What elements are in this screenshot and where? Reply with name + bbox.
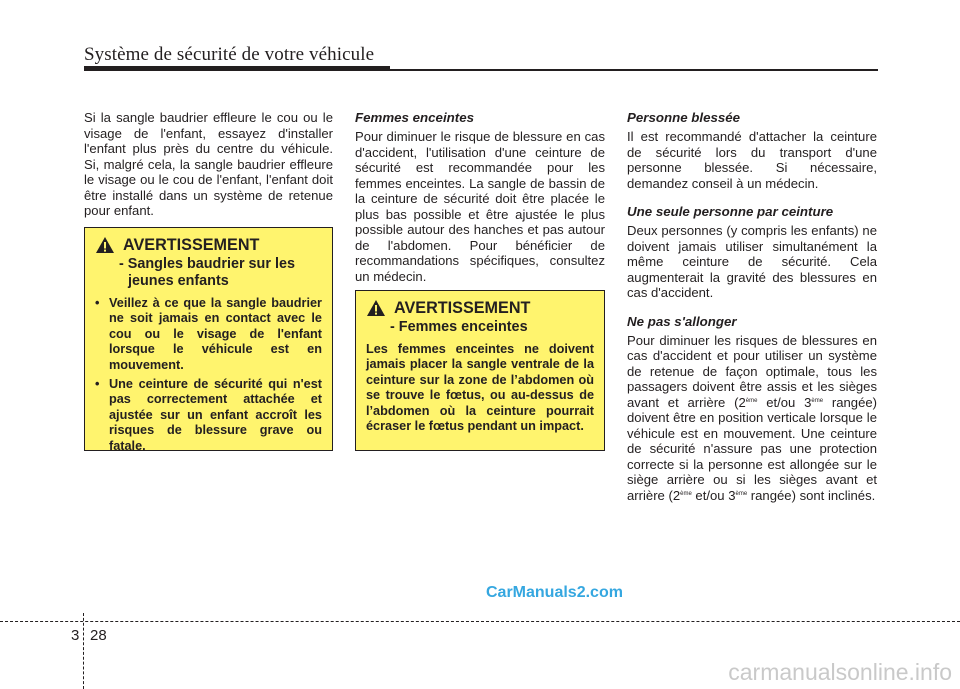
page-number: 28 xyxy=(90,627,107,644)
col3-paragraph-no-reclining: Pour diminuer les risques de blessures en cas d'accident et pour utiliser un système de retenue de façon optimale, tous les passagers doivent être assis et les sièges avant et arrière (2ème et/ou 3ème rangée) doivent être en position verticale lorsque le véhicule est en mouvement. Une ceinture de sécurité n'assure pas une protection correcte si la personne est allongée sur le siège arrière ou si les sièges avant et arrière (2ème et/ou 3ème rangée) sont inclinés. xyxy=(627,332,877,503)
section-heading-one-per-belt: Une seule personne par ceinture xyxy=(627,204,834,219)
warning-text: Les femmes enceintes ne doivent jamais placer la sangle ventrale de la ceinture sur la zone de l’abdomen où se trouve le fœtus, ou au-dessus de l’abdomen où la ceinture pourrait écraser le fœtus pendant un impact. xyxy=(366,342,594,434)
column-1 xyxy=(84,110,333,219)
column-3 xyxy=(627,110,877,503)
header-rule-thick xyxy=(84,66,390,71)
page-title: Système de sécurité de votre véhicule xyxy=(84,44,375,65)
section-heading-pregnant: Femmes enceintes xyxy=(355,110,474,125)
warning-title: AVERTISSEMENT xyxy=(394,299,531,317)
section-heading-injured: Personne blessée xyxy=(627,110,741,125)
col3-paragraph-injured: Il est recommandé d'attacher la ceinture de sécurité lors du transport d'une personne blessée. Si nécessaire, demandez conseil à un médecin. xyxy=(627,129,877,191)
col1-paragraph: Si la sangle baudrier effleure le cou ou le visage de l'enfant, essayez d'installer l'enfant plus près du centre du véhicule. Si, malgré cela, la sangle baudrier effleure le visage ou le cou de l'enfant, l'enfant doit être installé dans un système de retenue pour enfant. xyxy=(84,110,333,218)
col3-paragraph-one-per-belt: Deux personnes (y compris les enfants) ne doivent jamais utiliser simultanément la même ceinture de sécurité. Cela augmenterait la gravité des blessures en cas d'accident. xyxy=(627,223,877,300)
warning-subtitle: - Femmes enceintes xyxy=(390,319,528,335)
footer-rule xyxy=(0,621,960,622)
warning-box-shoulder-belt xyxy=(84,227,333,451)
chapter-number: 3 xyxy=(71,627,80,644)
column-2 xyxy=(355,110,605,284)
warning-triangle-icon xyxy=(366,299,386,317)
warning-triangle-icon xyxy=(95,236,115,254)
warning-header xyxy=(95,236,322,254)
warning-bullets xyxy=(95,296,322,454)
warning-title: AVERTISSEMENT xyxy=(123,236,260,254)
warning-header xyxy=(366,299,594,317)
watermark-link[interactable]: CarManuals2.com xyxy=(486,584,623,601)
footer-vertical-rule xyxy=(83,613,84,689)
warning-bullet: • Une ceinture de sécurité qui n'est pas correctement attachée et ajustée sur un enfant accroît les risques de blessure grave ou fatale. xyxy=(95,377,322,454)
warning-box-pregnant xyxy=(355,290,605,451)
col2-paragraph: Pour diminuer le risque de blessure en cas d'accident, l'utilisation d'une ceinture de sécurité est recommandée pour les femmes enceintes. La sangle de bassin de la ceinture de sécurité doit être placée le plus bas possible et être ajustée le plus possible autour des hanches et pas autour de l'abdomen. Pour bénéficier de recommandations spécifiques, consultez un médecin. xyxy=(355,129,605,284)
footer-site-watermark: carmanualsonline.info xyxy=(728,659,952,685)
warning-bullet: • Veillez à ce que la sangle baudrier ne soit jamais en contact avec le cou ou le visage de l'enfant lorsque le véhicule est en mouvement. xyxy=(95,296,322,373)
warning-subtitle: - Sangles baudrier sur les jeunes enfants xyxy=(119,256,295,289)
header-rule-thin xyxy=(388,69,878,71)
section-heading-no-reclining: Ne pas s'allonger xyxy=(627,313,737,329)
